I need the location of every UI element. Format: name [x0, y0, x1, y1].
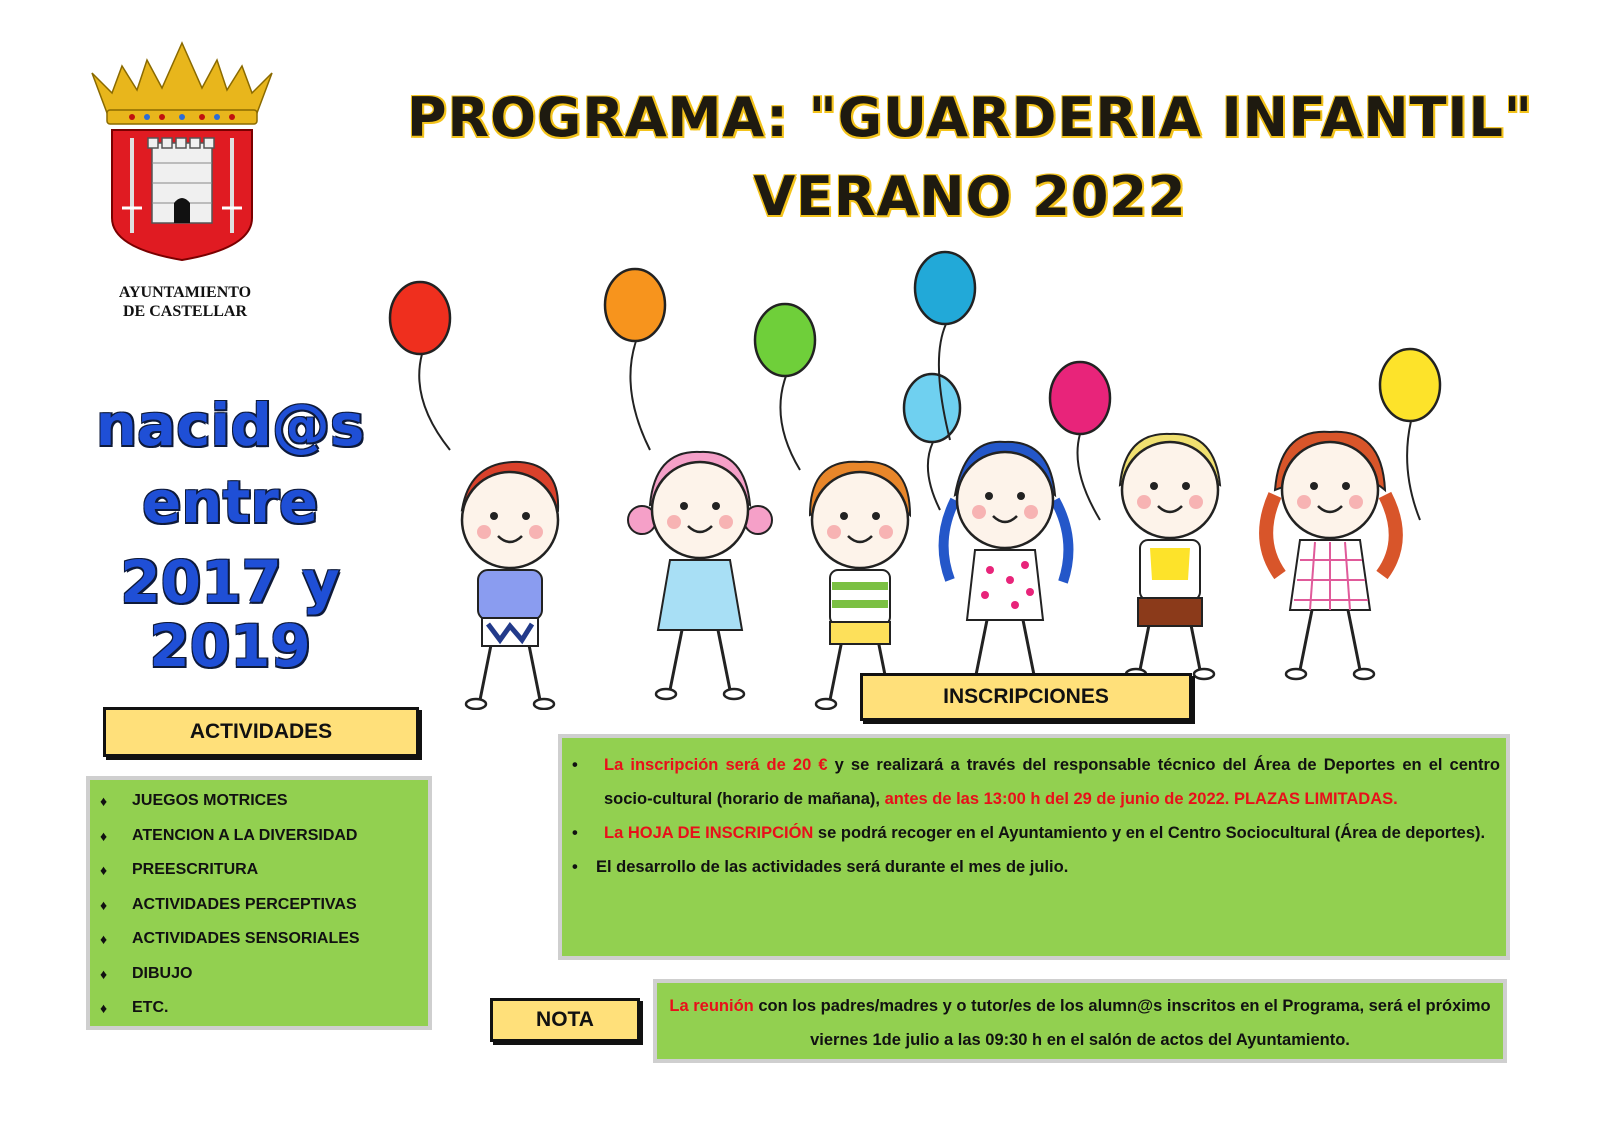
diamond-bullet-icon: ♦	[100, 862, 108, 878]
diamond-bullet-icon: ♦	[100, 793, 108, 809]
actividades-box	[86, 776, 432, 1030]
nota-label: NOTA	[490, 998, 640, 1042]
page-subtitle: VERANO 2022	[753, 165, 1187, 228]
birth-line-1: nacid@s	[95, 391, 365, 459]
bullet-icon: •	[572, 824, 578, 842]
inscripciones-label: INSCRIPCIONES	[860, 673, 1192, 721]
list-item: ♦ DIBUJO	[100, 963, 428, 998]
nota-box	[653, 979, 1507, 1063]
actividades-label: ACTIVIDADES	[103, 707, 419, 757]
inscripcion-item-form: • La HOJA DE INSCRIPCIÓN se podrá recoger en el Ayuntamiento y en el Centro Sociocultural (Área de deportes).	[570, 816, 1500, 850]
birth-line-3: 2017 y 2019	[120, 548, 340, 680]
bullet-icon: •	[572, 756, 578, 774]
list-item: ♦ ACTIVIDADES SENSORIALES	[100, 928, 428, 963]
inscripcion-item-dates: • El desarrollo de las actividades será durante el mes de julio.	[570, 850, 1500, 884]
diamond-bullet-icon: ♦	[100, 931, 108, 947]
list-item: ♦ PREESCRITURA	[100, 859, 428, 894]
bullet-icon: •	[572, 858, 578, 876]
children-with-balloons-illustration	[380, 250, 1480, 710]
list-item: ♦ ATENCION A LA DIVERSIDAD	[100, 825, 428, 860]
coat-of-arms-icon	[82, 38, 282, 263]
municipality-name: AYUNTAMIENTO DE CASTELLAR	[118, 284, 252, 320]
actividades-list	[90, 780, 428, 1032]
inscripcion-item-price: • La inscripción será de 20 € y se realizará a través del responsable técnico del Área de Deportes en el centro socio-cultural (horario de mañana), antes de las 13:00 h del 29 de junio de 2022. PLAZAS LIMITADAS.	[570, 748, 1500, 816]
diamond-bullet-icon: ♦	[100, 827, 108, 844]
page-title: PROGRAMA: "GUARDERIA INFANTIL"	[406, 86, 1534, 149]
inscripciones-box	[558, 734, 1510, 960]
diamond-bullet-icon: ♦	[100, 896, 108, 913]
list-item: ♦ ACTIVIDADES PERCEPTIVAS	[100, 894, 428, 929]
nota-text: La reunión con los padres/madres y o tutor/es de los alumn@s inscritos en el Programa, será el próximo viernes 1de julio a las 09:30 h en el salón de actos del Ayuntamiento.	[669, 997, 1491, 1049]
diamond-bullet-icon: ♦	[100, 1000, 108, 1016]
birth-line-2: entre	[141, 468, 319, 536]
list-item: ♦ ETC.	[100, 997, 428, 1032]
diamond-bullet-icon: ♦	[100, 965, 108, 982]
list-item: ♦ JUEGOS MOTRICES	[100, 790, 428, 825]
